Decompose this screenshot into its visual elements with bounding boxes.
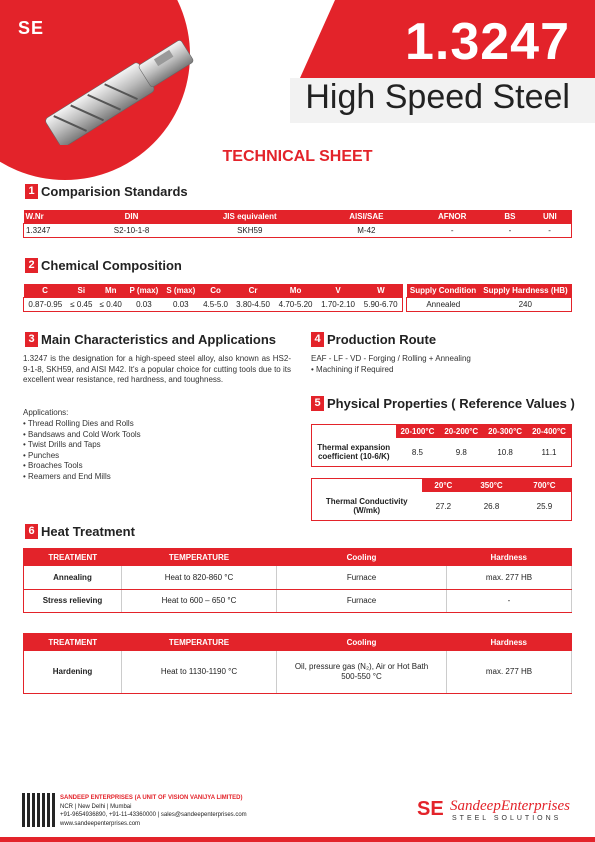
footer-brand-name: SandeepEnterprises bbox=[450, 798, 570, 814]
section-number: 1 bbox=[25, 184, 38, 199]
std-cell: S2-10-1-8 bbox=[113, 226, 150, 235]
qr-code bbox=[22, 793, 56, 827]
std-cell: M-42 bbox=[357, 226, 376, 235]
heat-header: Cooling bbox=[277, 634, 447, 652]
section-title: Chemical Composition bbox=[41, 258, 182, 273]
section-1-heading bbox=[25, 184, 188, 199]
heat-header: TEMPERATURE bbox=[122, 549, 277, 567]
chem-header: W bbox=[359, 284, 402, 298]
heat-treatment-table-2 bbox=[23, 633, 572, 694]
section-title: Physical Properties ( Reference Values ) bbox=[327, 396, 575, 411]
chem-cell: 3.80-4.50 bbox=[236, 300, 270, 309]
temp-header: 20-400°C bbox=[527, 425, 571, 439]
list-item: • Punches bbox=[23, 450, 60, 460]
thermal-conductivity-table bbox=[311, 478, 572, 521]
std-cell: - bbox=[450, 226, 454, 235]
thermal-expansion-table bbox=[311, 424, 572, 467]
section-title: Heat Treatment bbox=[41, 524, 135, 539]
list-item: • Twist Drills and Taps bbox=[23, 440, 101, 449]
std-header: AISI/SAE bbox=[320, 210, 413, 224]
expansion-value: 8.5 bbox=[411, 447, 423, 457]
temperature-cell: Heat to 1130-1190 °C bbox=[122, 651, 277, 693]
table-row bbox=[24, 589, 572, 612]
chem-header: Mn bbox=[96, 284, 125, 298]
footer-cities: NCR | New Delhi | Mumbai bbox=[60, 803, 132, 810]
steel-grade-title: 1.3247 bbox=[404, 13, 570, 71]
footer-website: www.sandeepenterprises.com bbox=[60, 820, 141, 827]
footer-phone-email: +91-9654936890, +91-11-43360000 | sales@sandeepenterprises.com bbox=[60, 812, 247, 818]
section-4-heading bbox=[311, 332, 436, 347]
temp-header: 20-300°C bbox=[483, 425, 527, 439]
cutter-tool-image bbox=[30, 35, 205, 145]
heat-header: Hardness bbox=[447, 549, 572, 567]
section-number: 4 bbox=[311, 332, 324, 347]
section-number: 2 bbox=[25, 258, 38, 273]
section-title: Production Route bbox=[327, 332, 437, 347]
hardness-cell: max. 277 HB bbox=[447, 566, 572, 589]
list-item: • Thread Rolling Dies and Rolls bbox=[23, 419, 134, 428]
supply-cell: 240 bbox=[518, 300, 532, 309]
treatment-cell: Annealing bbox=[24, 566, 122, 589]
chem-cell: 5.90-6.70 bbox=[363, 300, 398, 309]
expansion-value: 11.1 bbox=[541, 447, 557, 457]
std-cell: 1.3247 bbox=[26, 226, 51, 235]
heat-treatment-table-1 bbox=[23, 548, 572, 613]
temperature-cell: Heat to 600 – 650 °C bbox=[122, 589, 277, 612]
table-row bbox=[24, 651, 572, 693]
conductivity-label: Thermal Conductivity (W/mk) bbox=[325, 497, 408, 515]
chem-cell: 1.70-2.10 bbox=[321, 300, 355, 309]
section-title: Main Characteristics and Applications bbox=[41, 332, 277, 347]
conductivity-value: 25.9 bbox=[536, 501, 553, 511]
treatment-cell: Hardening bbox=[24, 651, 122, 693]
technical-sheet-title: TECHNICAL SHEET bbox=[222, 148, 373, 165]
std-header: DIN bbox=[84, 210, 180, 224]
std-header: W.Nr bbox=[24, 210, 84, 224]
cooling-cell: Furnace bbox=[277, 589, 447, 612]
chem-header: V bbox=[317, 284, 360, 298]
footer-contact bbox=[60, 794, 247, 828]
heat-header: Cooling bbox=[277, 549, 447, 567]
section-title: Comparision Standards bbox=[41, 184, 188, 199]
std-header: JIS equivalent bbox=[180, 210, 320, 224]
section-number: 6 bbox=[25, 524, 38, 539]
chem-header: Co bbox=[199, 284, 232, 298]
section-number: 3 bbox=[25, 332, 38, 347]
hardness-cell: max. 277 HB bbox=[447, 651, 572, 693]
expansion-label: Thermal expansion coefficient (10-6/K) bbox=[317, 443, 391, 461]
chem-cell: ≤ 0.40 bbox=[99, 300, 122, 309]
supply-table bbox=[406, 284, 572, 312]
steel-type-subtitle: High Speed Steel bbox=[305, 78, 570, 116]
chem-cell: 4.5-5.0 bbox=[203, 300, 228, 309]
temp-header: 20°C bbox=[422, 479, 466, 493]
footer-brand-tagline: STEEL SOLUTIONS bbox=[452, 815, 562, 822]
section-6-heading bbox=[25, 524, 135, 539]
heat-header: TREATMENT bbox=[24, 549, 122, 567]
footer-red-line bbox=[0, 837, 595, 842]
temp-header: 20-100°C bbox=[396, 425, 440, 439]
heat-header: Hardness bbox=[447, 634, 572, 652]
chem-header: P (max) bbox=[125, 284, 162, 298]
conductivity-value: 27.2 bbox=[435, 501, 452, 511]
std-cell: - bbox=[548, 226, 551, 235]
applications-list bbox=[23, 419, 141, 482]
std-header: AFNOR bbox=[413, 210, 492, 224]
footer-company: SANDEEP ENTERPRISES (A UNIT OF VISION VANIJYA LIMITED) bbox=[60, 795, 243, 801]
std-cell: SKH59 bbox=[237, 226, 263, 235]
heat-header: TEMPERATURE bbox=[122, 634, 277, 652]
conductivity-value: 26.8 bbox=[483, 501, 500, 511]
chem-cell: 0.03 bbox=[136, 300, 152, 309]
temperature-cell: Heat to 820-860 °C bbox=[122, 566, 277, 589]
supply-cell: Annealed bbox=[426, 300, 461, 309]
chem-cell: 0.03 bbox=[173, 300, 189, 309]
chem-cell: 0.87-0.95 bbox=[28, 300, 63, 309]
chemical-table bbox=[23, 284, 403, 312]
chem-header: S (max) bbox=[162, 284, 199, 298]
temp-header: 350°C bbox=[465, 479, 518, 493]
supply-header: Supply Hardness (HB) bbox=[480, 284, 572, 298]
section-number: 5 bbox=[311, 396, 324, 411]
list-item: • Reamers and End Mills bbox=[23, 471, 111, 481]
std-cell: - bbox=[508, 226, 512, 235]
company-logo: SE bbox=[18, 18, 45, 38]
table-row bbox=[24, 566, 572, 589]
expansion-value: 9.8 bbox=[455, 447, 467, 457]
footer-brand-logo: SE bbox=[417, 798, 444, 820]
temp-header: 700°C bbox=[518, 479, 572, 493]
list-item: • Bandsaws and Cold Work Tools bbox=[23, 429, 141, 439]
hardness-cell: - bbox=[447, 589, 572, 612]
treatment-cell: Stress relieving bbox=[24, 589, 122, 612]
cooling-cell: Furnace bbox=[277, 566, 447, 589]
chem-header: Mo bbox=[274, 284, 317, 298]
temp-header: 20-200°C bbox=[439, 425, 483, 439]
cooling-cell: Oil, pressure gas (N₂), Air or Hot Bath 500-550 °C bbox=[277, 651, 447, 693]
chem-header: Cr bbox=[232, 284, 275, 298]
chem-cell: ≤ 0.45 bbox=[70, 300, 93, 309]
chem-header: Si bbox=[67, 284, 96, 298]
standards-table bbox=[23, 210, 572, 238]
chem-cell: 4.70-5.20 bbox=[278, 300, 313, 309]
supply-header: Supply Condition bbox=[407, 284, 480, 298]
expansion-value: 10.8 bbox=[497, 447, 513, 457]
production-route: EAF - LF - VD - Forging / Rolling + Annealing bbox=[311, 354, 471, 363]
characteristics-paragraph: 1.3247 is the designation for a high-speed steel alloy, also known as HS2-9-1-8, SKH59, and AISI M42. It's a popular choice for cutting tools due to its excellent wear resistance, red hardness, and toughness. bbox=[23, 354, 291, 384]
applications-title: Applications: bbox=[23, 408, 69, 417]
production-note: • Machining if Required bbox=[311, 365, 394, 374]
section-5-heading bbox=[311, 396, 575, 411]
section-2-heading bbox=[25, 258, 182, 273]
section-3-heading bbox=[25, 332, 276, 347]
heat-header: TREATMENT bbox=[24, 634, 122, 652]
std-header: UNI bbox=[528, 210, 571, 224]
std-header: BS bbox=[492, 210, 529, 224]
chem-header: C bbox=[24, 284, 67, 298]
list-item: • Broaches Tools bbox=[23, 461, 83, 470]
